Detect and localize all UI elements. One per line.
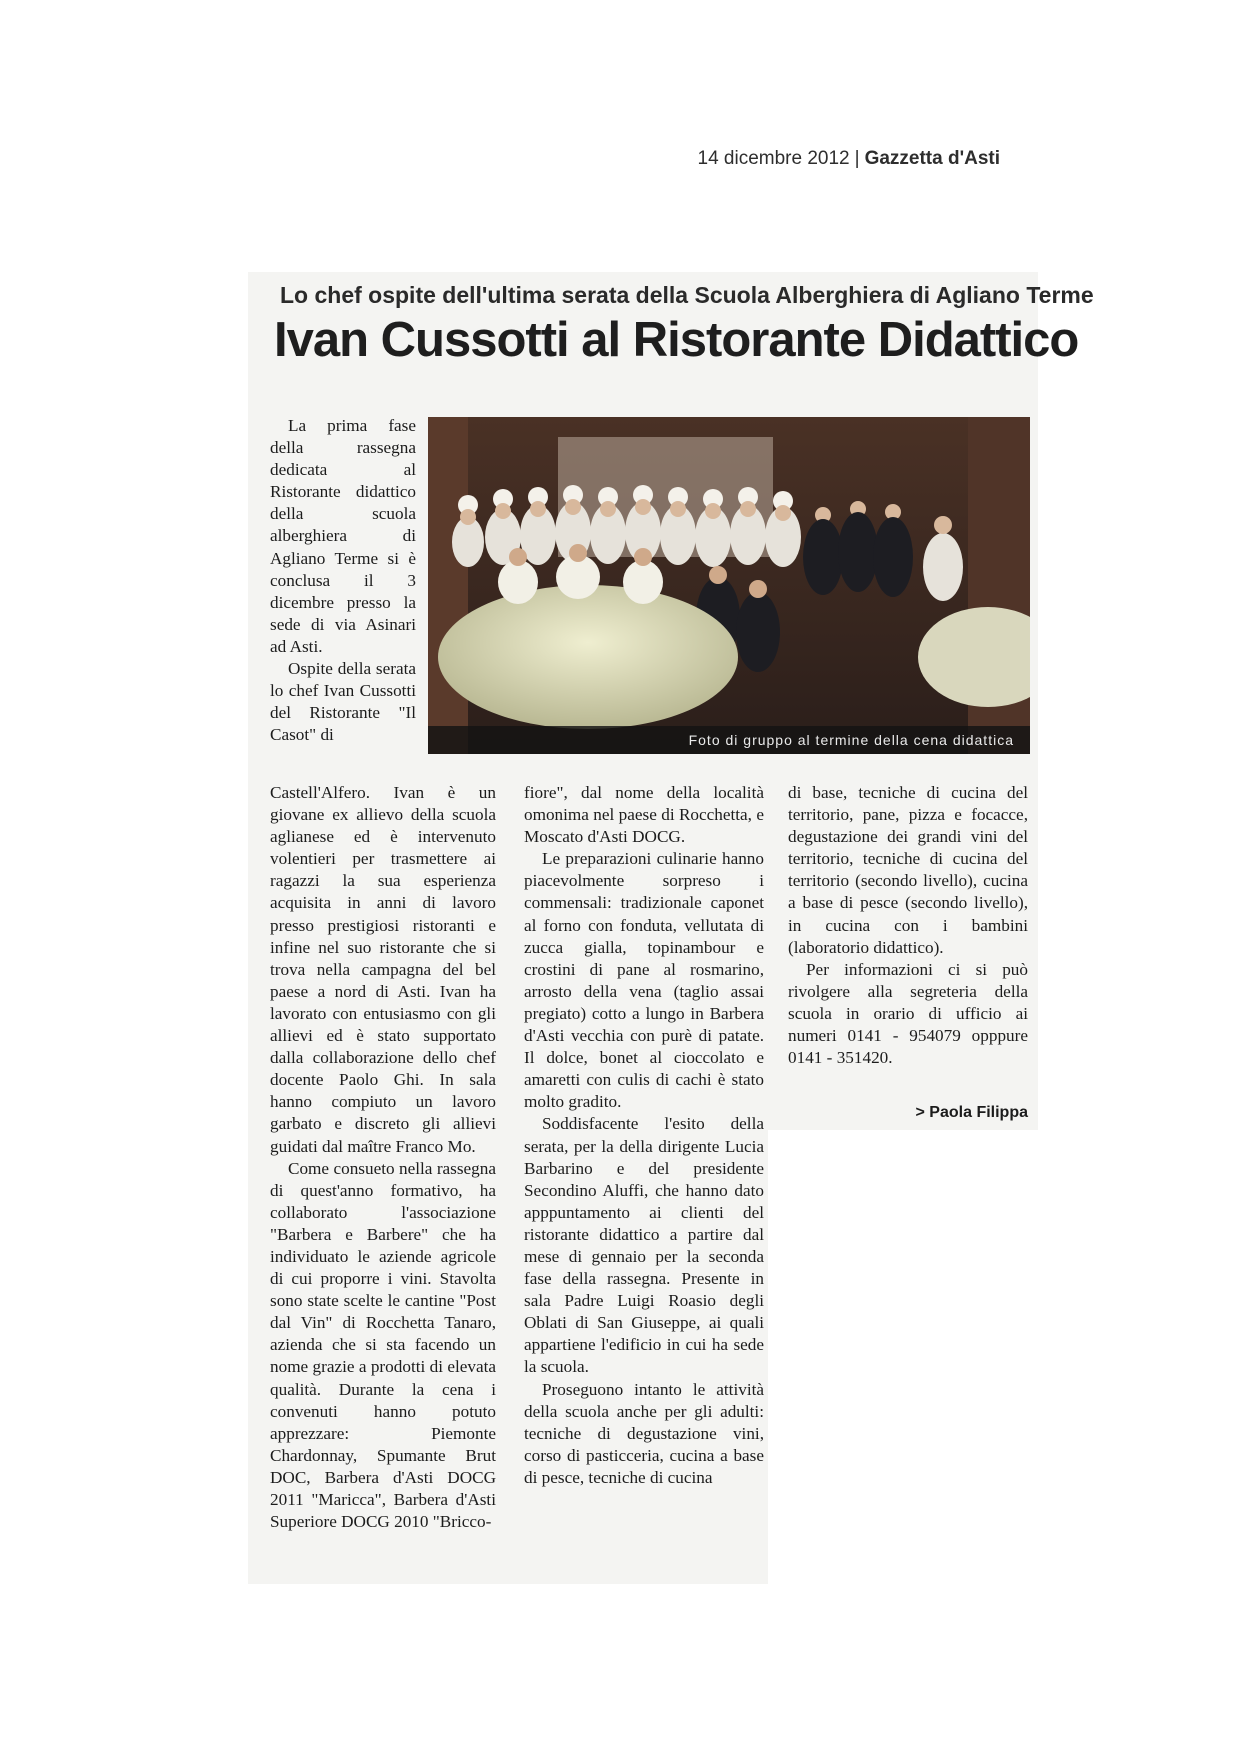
paragraph-courses: Proseguono intanto le attività della scuola anche per gli adulti: tecniche di degustazione vini, corso di pasticceria, cucina a base di pesce, tecniche di cucina [524, 1379, 764, 1487]
paragraph-info: Per informazioni ci si può rivolgere alla segreteria della scuola in orario di ufficio ai numeri 0141 - 954079 opppure 0141 - 351420. [788, 959, 1028, 1068]
paragraph-wines: Come consueto nella rassegna di quest'anno formativo, ha collaborato l'associazione "Barbera e Barbere" che ha individuato le aziende agricole di cui proporre i vini. Stavolta sono state scelte le cantine "Post dal Vin" di Rocchetta Tanaro, azienda che si sta facendo un nome grazie a prodotti di elevata qualità. Durante la cena i convenuti hanno potuto apprezzare: Piemonte Chardonnay, Spumante Brut DOC, Barbera d'Asti DOCG 2011 "Maricca", Barbera d'Asti Superiore DOCG 2010 "Bricco- [270, 1158, 496, 1532]
paragraph-intro: La prima fase della rassegna dedicata al Ristorante didattico della scuola alberghiera di Agliano Terme si è conclusa il 3 dicembre presso la sede di via Asinari ad Asti. [270, 416, 416, 656]
article-headline: Ivan Cussotti al Ristorante Didattico [274, 313, 1079, 367]
article-byline: > Paola Filippa [915, 1104, 1028, 1121]
photo-caption: Foto di gruppo al termine della cena didattica [428, 726, 1030, 754]
column-3 [788, 782, 1028, 1069]
group-photo [428, 417, 1030, 754]
column-1-bottom [270, 782, 496, 1533]
publication-separator: | [854, 148, 860, 169]
paragraph-wines-continued: fiore", dal nome della località omonima nel paese di Rocchetta, e Moscato d'Asti DOCG. [524, 783, 764, 847]
column-2 [524, 782, 764, 1489]
paragraph-guest-continued: Castell'Alfero. Ivan è un giovane ex allievo della scuola aglianese ed è intervenuto volentieri per trasmettere ai ragazzi la sua esperienza acquisita in anni di lavoro presso prestigiosi ristoranti e infine nel suo ristorante che si trova nella campagna del bel paese a nord di Asti. Ivan ha lavorato con entusiasmo con gli allievi ed è stato supportato dalla collaborazione dello chef docente Paolo Ghi. In sala hanno compiuto un lavoro garbato e discreto gli allievi guidati dal maître Franco Mo. [270, 783, 496, 1156]
publication-name: Gazzetta d'Asti [864, 148, 1000, 169]
paragraph-menu: Le preparazioni culinarie hanno piacevolmente sorpreso i commensali: tradizionale caponet al forno con fonduta, vellutata di zucca gialla, topinambour e crostini di pane al rosmarino, arrosto della vena (taglio assai pregiato) cotto a lungo in Barbera d'Asti vecchia con purè di patate. Il dolce, bonet al cioccolato e amaretti con culis di cachi è stato molto gradito. [524, 849, 764, 1112]
paragraph-courses-continued: di base, tecniche di cucina del territorio, pane, pizza e focacce, degustazione dei grandi vini del territorio, tecniche di cucina del territorio (secondo livello), cucina a base di pesce (secondo livello), in cucina con i bambini (laboratorio didattico). [788, 783, 1028, 957]
paragraph-guest: Ospite della serata lo chef Ivan Cussotti del Ristorante "Il Casot" di [270, 659, 416, 745]
paragraph-outcome: Soddisfacente l'esito della serata, per la della dirigente Lucia Barbarino e del presidente Secondino Aluffi, che hanno dato apppuntamento ai clienti del ristorante didattico a partire dal mese di gennaio per la seconda fase della rassegna. Presente in sala Padre Luigi Roasio degli Oblati di San Giuseppe, ai quali appartiene l'edificio in cui ha sede la scuola. [524, 1114, 764, 1377]
publication-info [620, 148, 1000, 170]
newspaper-clipping [228, 272, 1094, 1584]
column-1-top [270, 415, 416, 746]
group-photo-image [428, 417, 1030, 754]
publication-date: 14 dicembre 2012 [697, 148, 850, 169]
article-kicker: Lo chef ospite dell'ultima serata della Scuola Alberghiera di Agliano Terme [280, 282, 1094, 308]
